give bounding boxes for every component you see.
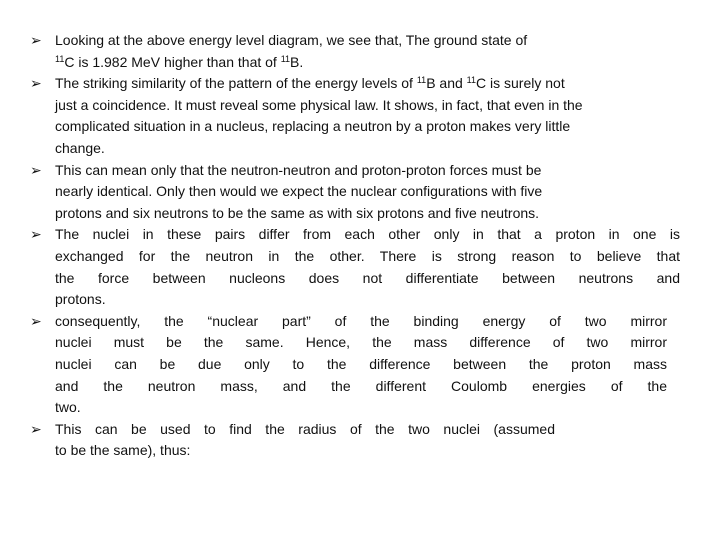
text-segment: and the neutron mass, and the different Coulomb energies of the	[55, 377, 667, 394]
text-segment: the force between nucleons does not differentiate between neutrons and	[55, 269, 680, 286]
text-line	[55, 354, 667, 376]
text-segment: just a coincidence. It must reveal some physical law. It shows, in fact, that even in the	[55, 96, 583, 113]
text-segment: consequently, the “nuclear part” of the binding energy of two mirror	[55, 312, 667, 329]
mass-number-superscript: 11	[416, 75, 427, 86]
arrowhead-bullet-icon: ➢	[30, 420, 42, 437]
text-line	[55, 224, 680, 246]
text-segment: The striking similarity of the pattern of the energy levels of	[55, 75, 417, 92]
bullet-item	[30, 224, 690, 310]
text-segment: change.	[55, 139, 105, 156]
text-line	[55, 332, 667, 354]
mass-number-superscript: 11	[466, 75, 477, 86]
text-segment: B and	[426, 75, 467, 92]
arrowhead-bullet-icon: ➢	[30, 312, 42, 329]
arrowhead-bullet-icon: ➢	[30, 161, 42, 178]
text-segment: protons.	[55, 291, 106, 308]
text-line	[55, 397, 690, 419]
bullet-item	[30, 30, 690, 73]
text-line	[55, 30, 690, 52]
mass-number-superscript: 11	[280, 53, 291, 64]
text-segment: C is 1.982 MeV higher than that of	[64, 53, 281, 70]
text-segment: This can be used to find the radius of the two nuclei (assumed	[55, 420, 555, 437]
text-segment: protons and six neutrons to be the same as with six protons and five neutrons.	[55, 204, 540, 221]
text-segment: exchanged for the neutron in the other. There is strong reason to believe that	[55, 247, 680, 264]
text-line	[55, 440, 690, 462]
text-line	[55, 181, 690, 203]
text-line	[55, 376, 667, 398]
text-line	[55, 95, 690, 117]
arrowhead-bullet-icon: ➢	[30, 75, 42, 92]
text-line	[55, 246, 680, 268]
text-segment: to be the same), thus:	[55, 442, 191, 459]
text-line	[55, 73, 690, 95]
text-line	[55, 116, 690, 138]
text-segment: two.	[55, 399, 81, 416]
text-line	[55, 268, 680, 290]
text-segment: B.	[290, 53, 304, 70]
text-line	[55, 52, 690, 74]
text-segment: This can mean only that the neutron-neutron and proton-proton forces must be	[55, 161, 542, 178]
arrowhead-bullet-icon: ➢	[30, 32, 42, 48]
text-segment: Looking at the above energy level diagram, we see that, The ground state of	[55, 32, 528, 48]
text-segment: nearly identical. Only then would we expect the nuclear configurations with five	[55, 183, 543, 200]
text-line	[55, 289, 690, 311]
text-segment: nuclei can be due only to the difference between the proton mass	[55, 355, 667, 372]
bullet-item	[30, 419, 690, 462]
text-segment: C is surely not	[476, 75, 565, 92]
bullet-item	[30, 73, 690, 159]
text-line	[55, 138, 690, 160]
text-line	[55, 419, 555, 441]
text-segment: nuclei must be the same. Hence, the mass difference of two mirror	[55, 334, 667, 351]
bullet-item	[30, 311, 690, 419]
text-segment: The nuclei in these pairs differ from each other only in that a proton in one is	[55, 226, 680, 243]
text-line	[55, 203, 690, 225]
text-line	[55, 160, 690, 182]
arrowhead-bullet-icon: ➢	[30, 226, 42, 243]
bullet-item	[30, 160, 690, 225]
text-line	[55, 311, 667, 333]
mass-number-superscript: 11	[55, 53, 65, 64]
text-segment: complicated situation in a nucleus, replacing a neutron by a proton makes very little	[55, 118, 571, 135]
